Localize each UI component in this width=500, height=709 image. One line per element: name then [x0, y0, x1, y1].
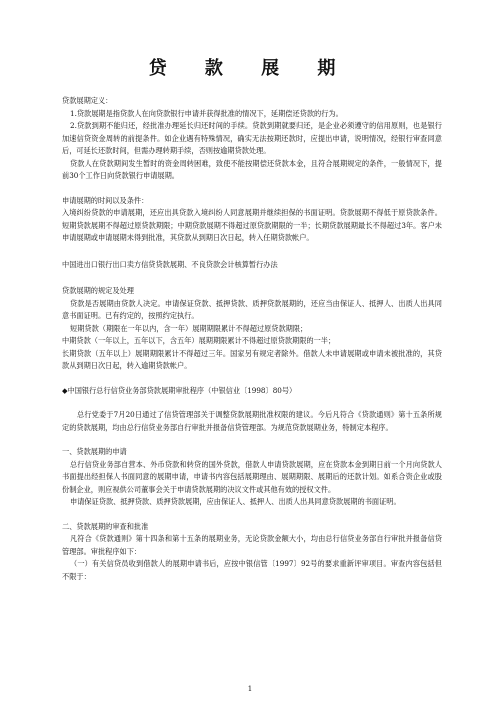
timing-paragraph: 入境纠纷贷款的申请展期，还应出具贷款入境纠纷人同意展期并继续担保的书面证明。贷款展期不得低于原贷款条件。短期贷款展期不得超过原贷款期限；中期贷款展期不得超过原贷款期限的一半；长期贷款展期最长不得超过3年。客户未申请展期或申请展期未得到批准，其贷款从到期日次日起，转入任期贷款帐户。: [62, 208, 442, 242]
application-paragraph-1: 总行信贷业务部自营本、外币贷款和转贷的国外贷款，借款人申请贷款展期，应在贷款本金到期日前一个月向贷款人书面提出经担保人书面同意的展期申请，申请书内容包括展期理由、展期期限、展期后的还款计划。如系合资企业或股份制企业，则应视供公司董事会关于申请贷款展期的决议文件或其他有效的授权文件。: [62, 459, 442, 494]
bank-regulation-title: 中国进出口银行出口卖方信贷贷款展期、不良贷款会计核算暂行办法: [62, 259, 278, 269]
timing-heading: 申请展期的时间以及条件：: [62, 195, 149, 205]
rules-paragraph-mid-term: 中期贷款（一年以上，五年以下，含五年）展期期限累计不得超过原贷款期限的一半；: [62, 336, 336, 345]
review-paragraph-2: （一）有关信贷员收到借款人的展期申请书后，应按中银信管〔1997〕92号的要求重新评审项目。审查内容包括但不限于：: [62, 559, 442, 581]
rules-heading: 贷款展期的规定及处理: [62, 286, 134, 295]
page-number: 1: [247, 685, 253, 693]
rules-paragraph-1: 贷款是否展期由贷款人决定。申请保证贷款、抵押贷款、质押贷款展期的，还应当由保证人、抵押人、出质人出具同意书面证明。已有约定的，按照约定执行。: [62, 298, 442, 320]
notice-paragraph: 总行党委于7月20日通过了信贷管理部关于调整贷款展期批准权限的建议。今后凡符合《贷款通则》第十五条所规定的贷款展期，均由总行信贷业务部自行审批并报备信贷管理部。为规范贷款展期业务，特制定本程序。: [62, 410, 442, 432]
rules-paragraph-long-term: 长期贷款（五年以上）展期期限累计不得超过三年。国家另有规定者除外。借款人未申请展期或申请未被批准的，其贷款从到期日次日起，转入逾期贷款帐户。: [62, 348, 442, 370]
document-body: [62, 95, 442, 583]
definition-paragraph-2: 2.贷款到期不能归还，经批准办理延长归还时间的手续。贷款到期就要归还，是企业必须遵守的信用原则，也是银行加速信贷资金周转的前提条件。如企业遇有特殊情况，确实无法按期还款时，应提出申请，说明情况，经银行审查同意后，可延长还款时间，但需办理转期手续，否则按逾期贷款处理。: [62, 121, 442, 155]
application-heading: 一、贷款展期的申请: [62, 447, 127, 456]
notice-heading: ◆中国银行总行信贷业务部贷款展期审批程序（中银信业〔1998〕80号）: [62, 385, 297, 395]
definition-heading: 贷款展期定义：: [62, 96, 113, 105]
application-paragraph-2: 申请保证贷款、抵押贷款、质押贷款展期，应由保证人、抵押人、出质人出具同意贷款展期的书面证明。: [70, 497, 401, 506]
rules-paragraph-short-term: 短期贷款（期限在一年以内，含一年）展期期限累计不得超过原贷款期限；: [70, 323, 308, 333]
definition-paragraph-3: 贷款人在贷款期间发生暂时的资金周转困难，致使不能按期偿还贷款本金，且符合展期规定的条件，一般情况下，提前30个工作日向贷款银行申请展期。: [62, 158, 442, 180]
definition-paragraph-1: 1.贷款展期是指贷款人在向贷款银行申请并获得批准的情况下，延期偿还贷款的行为。: [70, 108, 343, 118]
page-title: 贷 款 展 期: [148, 58, 352, 79]
review-heading: 二、贷款展期的审查和批准: [62, 521, 149, 531]
review-paragraph-1: 凡符合《贷款通则》第十四条和第十五条的展期业务，无论贷款金额大小，均由总行信贷业务部自行审批并报备信贷管理部。审批程序如下：: [62, 534, 442, 556]
